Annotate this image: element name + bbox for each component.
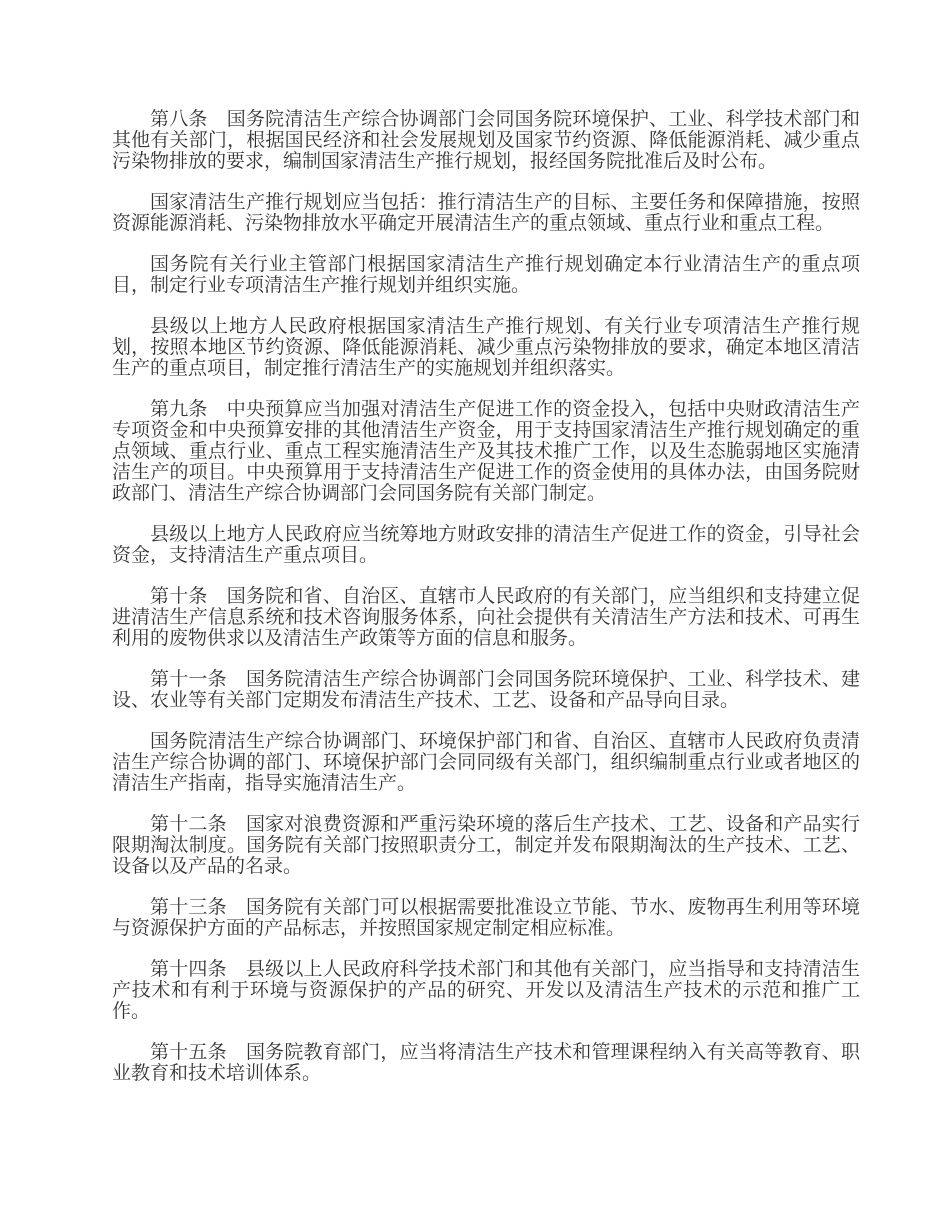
article-9-para-2: 县级以上地方人民政府应当统筹地方财政安排的清洁生产促进工作的资金，引导社会资金，支持清洁生产重点项目。: [112, 524, 860, 566]
document-body: [112, 109, 860, 1084]
article-11-para-1: 第十一条 国务院清洁生产综合协调部门会同国务院环境保护、工业、科学技术、建设、农业等有关部门定期发布清洁生产技术、工艺、设备和产品导向目录。: [112, 669, 860, 711]
article-11-para-2: 国务院清洁生产综合协调部门、环境保护部门和省、自治区、直辖市人民政府负责清洁生产综合协调的部门、环境保护部门会同同级有关部门，组织编制重点行业或者地区的清洁生产指南，指导实施清洁生产。: [112, 731, 860, 794]
article-12-para: 第十二条 国家对浪费资源和严重污染环境的落后生产技术、工艺、设备和产品实行限期淘汰制度。国务院有关部门按照职责分工，制定并发布限期淘汰的生产技术、工艺、设备以及产品的名录。: [112, 814, 860, 877]
article-8-para-1: 第八条 国务院清洁生产综合协调部门会同国务院环境保护、工业、科学技术部门和其他有关部门，根据国民经济和社会发展规划及国家节约资源、降低能源消耗、减少重点污染物排放的要求，编制国家清洁生产推行规划，报经国务院批准后及时公布。: [112, 109, 860, 172]
article-8-para-4: 县级以上地方人民政府根据国家清洁生产推行规划、有关行业专项清洁生产推行规划，按照本地区节约资源、降低能源消耗、减少重点污染物排放的要求，确定本地区清洁生产的重点项目，制定推行清洁生产的实施规划并组织落实。: [112, 316, 860, 379]
article-8-para-3: 国务院有关行业主管部门根据国家清洁生产推行规划确定本行业清洁生产的重点项目，制定行业专项清洁生产推行规划并组织实施。: [112, 254, 860, 296]
article-8-para-2: 国家清洁生产推行规划应当包括：推行清洁生产的目标、主要任务和保障措施，按照资源能源消耗、污染物排放水平确定开展清洁生产的重点领域、重点行业和重点工程。: [112, 192, 860, 234]
article-13-para: 第十三条 国务院有关部门可以根据需要批准设立节能、节水、废物再生利用等环境与资源保护方面的产品标志，并按照国家规定制定相应标准。: [112, 897, 860, 939]
article-9-para-1: 第九条 中央预算应当加强对清洁生产促进工作的资金投入，包括中央财政清洁生产专项资金和中央预算安排的其他清洁生产资金，用于支持国家清洁生产推行规划确定的重点领域、重点行业、重点工程实施清洁生产及其技术推广工作，以及生态脆弱地区实施清洁生产的项目。中央预算用于支持清洁生产促进工作的资金使用的具体办法，由国务院财政部门、清洁生产综合协调部门会同国务院有关部门制定。: [112, 399, 860, 504]
article-15-para: 第十五条 国务院教育部门，应当将清洁生产技术和管理课程纳入有关高等教育、职业教育和技术培训体系。: [112, 1042, 860, 1084]
article-10-para: 第十条 国务院和省、自治区、直辖市人民政府的有关部门，应当组织和支持建立促进清洁生产信息系统和技术咨询服务体系，向社会提供有关清洁生产方法和技术、可再生利用的废物供求以及清洁生产政策等方面的信息和服务。: [112, 586, 860, 649]
article-14-para: 第十四条 县级以上人民政府科学技术部门和其他有关部门，应当指导和支持清洁生产技术和有利于环境与资源保护的产品的研究、开发以及清洁生产技术的示范和推广工作。: [112, 959, 860, 1022]
